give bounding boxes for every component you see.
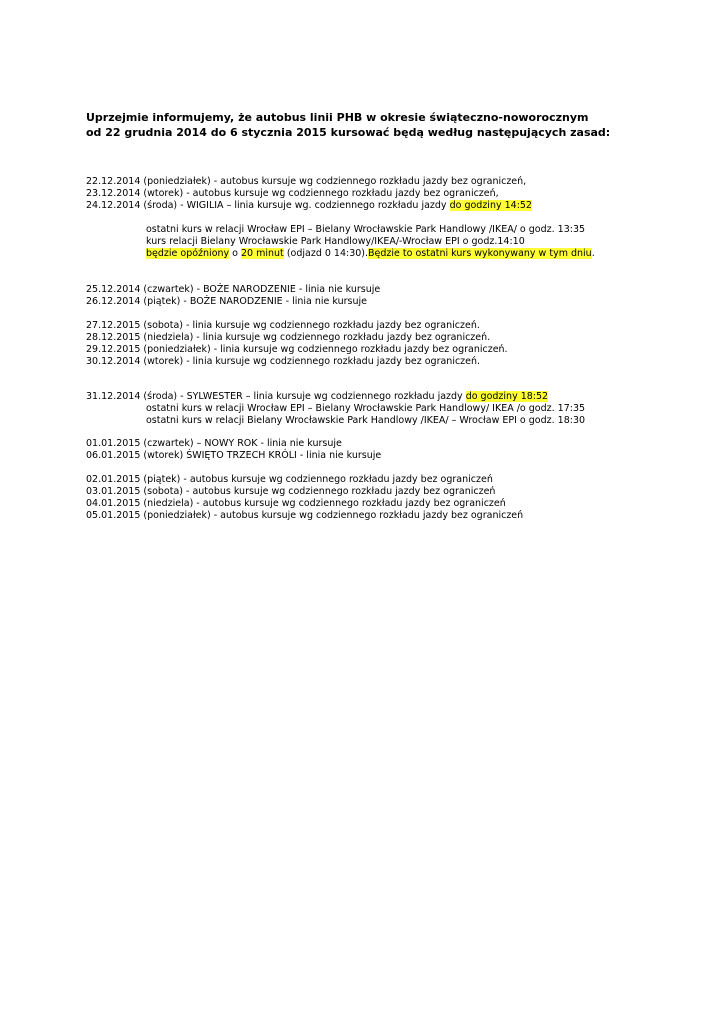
schedule-line-03-01: 03.01.2015 (sobota) - autobus kursuje wg codziennego rozkładu jazdy bez ograniczeń xyxy=(86,486,496,497)
schedule-line-24-12 xyxy=(86,200,532,211)
schedule-line-06-01: 06.01.2015 (wtorek) ŚWIĘTO TRZECH KRÓLI - linia nie kursuje xyxy=(86,450,382,461)
line-text: . xyxy=(591,248,595,259)
highlighted-delay-text: będzie opóźniony xyxy=(146,248,230,259)
highlighted-last-course-note: Będzie to ostatni kurs wykonywany w tym dniu xyxy=(368,248,592,259)
heading-line-1: Uprzejmie informujemy, że autobus linii PHB w okresie świąteczno-noworocznym xyxy=(86,111,589,124)
note-31-12-last-course-to-bielany: ostatni kurs w relacji Wrocław EPI – Bielany Wrocławskie Park Handlowy/ IKEA /o godz. 17:35 xyxy=(146,403,586,414)
highlighted-delay-minutes: 20 minut xyxy=(241,248,284,259)
schedule-line-31-12 xyxy=(86,391,548,402)
schedule-line-25-12: 25.12.2014 (czwartek) - BOŻE NARODZENIE - linia nie kursuje xyxy=(86,284,381,295)
note-24-12-last-course: ostatni kurs w relacji Wrocław EPI – Bielany Wrocławskie Park Handlowy /IKEA/ o godz. 13:35 xyxy=(146,224,586,235)
notice-heading xyxy=(86,110,706,140)
schedule-line-23-12: 23.12.2014 (wtorek) - autobus kursuje wg codziennego rozkładu jazdy bez ograniczeń, xyxy=(86,188,499,199)
schedule-line-30-12: 30.12.2014 (wtorek) - linia kursuje wg codziennego rozkładu jazdy bez ograniczeń. xyxy=(86,356,481,367)
schedule-line-05-01: 05.01.2015 (poniedziałek) - autobus kursuje wg codziennego rozkładu jazdy bez ograniczeń xyxy=(86,510,524,521)
schedule-line-01-01: 01.01.2015 (czwartek) – NOWY ROK - linia nie kursuje xyxy=(86,438,342,449)
schedule-line-22-12: 22.12.2014 (poniedziałek) - autobus kursuje wg codziennego rozkładu jazdy bez ograniczeń, xyxy=(86,176,527,187)
highlighted-time: do godziny 18:52 xyxy=(465,391,549,402)
heading-line-2: od 22 grudnia 2014 do 6 stycznia 2015 kursować będą według następujących zasad: xyxy=(86,126,611,139)
schedule-line-28-12: 28.12.2015 (niedziela) - linia kursuje wg codziennego rozkładu jazdy bez ograniczeń. xyxy=(86,332,491,343)
schedule-line-02-01: 02.01.2015 (piątek) - autobus kursuje wg codziennego rozkładu jazdy bez ograniczeń xyxy=(86,474,493,485)
schedule-line-04-01: 04.01.2015 (niedziela) - autobus kursuje wg codziennego rozkładu jazdy bez ograniczeń xyxy=(86,498,506,509)
schedule-line-29-12: 29.12.2015 (poniedziałek) - linia kursuje wg codziennego rozkładu jazdy bez ograniczeń. xyxy=(86,344,508,355)
highlighted-time: do godziny 14:52 xyxy=(449,200,532,211)
line-text: 24.12.2014 (środa) - WIGILIA – linia kursuje wg. codziennego rozkładu jazdy xyxy=(86,200,450,211)
note-24-12-delay xyxy=(146,248,595,259)
note-24-12-course-return: kurs relacji Bielany Wrocławskie Park Handlowy/IKEA/-Wrocław EPI o godz.14:10 xyxy=(146,236,525,247)
line-text: 31.12.2014 (środa) - SYLWESTER – linia kursuje wg codziennego rozkładu jazdy xyxy=(86,391,466,402)
line-text: o xyxy=(229,248,242,259)
line-text: (odjazd 0 14:30). xyxy=(283,248,369,259)
schedule-line-27-12: 27.12.2015 (sobota) - linia kursuje wg codziennego rozkładu jazdy bez ograniczeń. xyxy=(86,320,480,331)
note-31-12-last-course-to-epi: ostatni kurs w relacji Bielany Wrocławskie Park Handlowy /IKEA/ – Wrocław EPI o godz. 18:30 xyxy=(146,415,586,426)
schedule-line-26-12: 26.12.2014 (piątek) - BOŻE NARODZENIE - linia nie kursuje xyxy=(86,296,367,307)
